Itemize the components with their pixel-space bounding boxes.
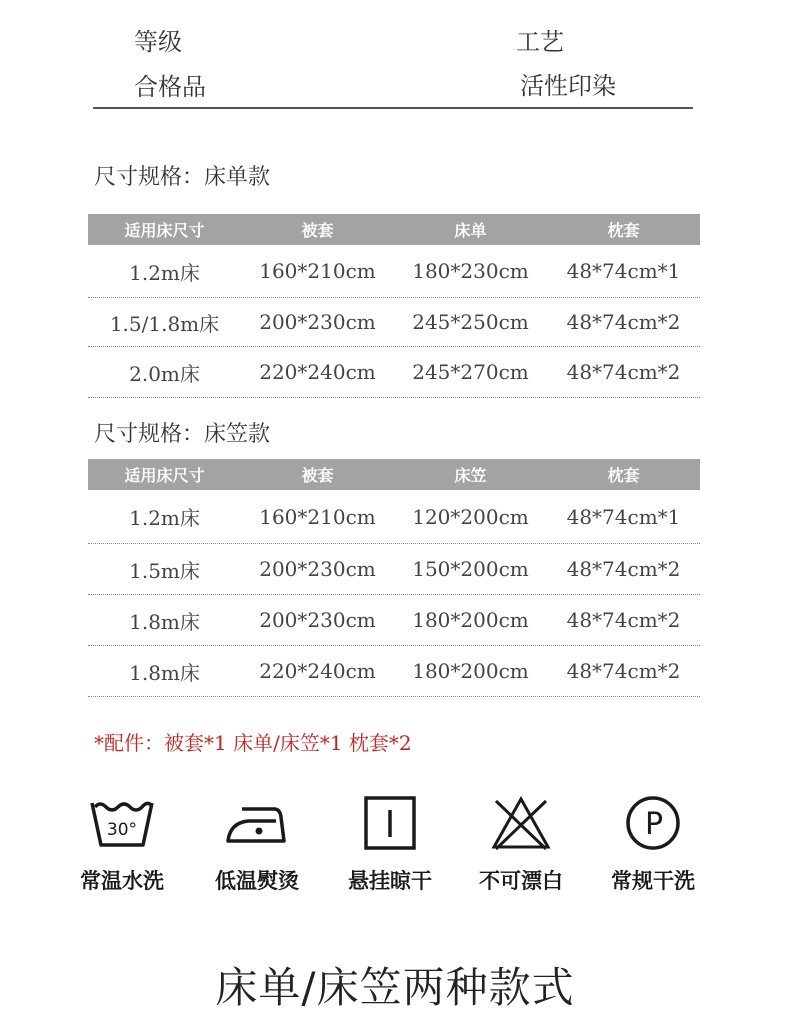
care-item-no-bleach: [461, 795, 581, 895]
care-item-wash: [62, 795, 182, 895]
header-sheet: 床单: [454, 221, 487, 240]
cell-bed-size: 1.8m床: [129, 660, 200, 685]
craft-value: 活性印染: [520, 72, 616, 100]
cell-pillowcase: 48*74cm*2: [566, 608, 681, 632]
table-header: [88, 459, 700, 490]
cell-fitted-sheet: 180*200cm: [412, 659, 529, 683]
accessories-note: *配件：被套*1 床单/床笠*1 枕套*2: [94, 731, 412, 755]
header-fitted-sheet: 床笠: [454, 466, 487, 485]
care-item-dry-clean: [593, 795, 713, 895]
cell-pillowcase: 48*74cm*1: [566, 504, 681, 529]
cell-duvet-cover: 160*210cm: [259, 504, 376, 529]
sheet-size-table: [88, 214, 700, 398]
no-bleach-icon: [488, 795, 554, 851]
table-row: [88, 595, 700, 646]
cell-duvet-cover: 200*230cm: [259, 557, 376, 581]
cell-sheet: 180*230cm: [412, 259, 529, 283]
table-row: [88, 490, 700, 544]
table-row: [88, 245, 700, 298]
header-pillowcase: 枕套: [607, 221, 640, 240]
info-divider: [93, 107, 693, 109]
cell-fitted-sheet: 150*200cm: [412, 557, 529, 581]
cell-duvet-cover: 220*240cm: [259, 659, 376, 683]
care-label-wash: 常温水洗: [80, 869, 164, 893]
header-bed-size: 适用床尺寸: [124, 221, 205, 240]
sheet-section-title: 尺寸规格：床单款: [94, 165, 271, 190]
cell-duvet-cover: 200*230cm: [259, 310, 376, 334]
cell-duvet-cover: 160*210cm: [259, 259, 376, 283]
cell-bed-size: 1.5m床: [129, 558, 200, 583]
iron-low-icon: [224, 795, 290, 851]
fitted-section-title: 尺寸规格：床笠款: [94, 422, 271, 447]
header-bed-size: 适用床尺寸: [124, 466, 205, 485]
cell-pillowcase: 48*74cm*2: [566, 360, 681, 384]
cell-bed-size: 2.0m床: [129, 361, 200, 386]
cell-pillowcase: 48*74cm*2: [566, 557, 681, 581]
care-label-iron: 低温熨烫: [215, 869, 299, 893]
header-duvet-cover: 被套: [301, 221, 334, 240]
cell-pillowcase: 48*74cm*1: [566, 259, 681, 283]
fitted-size-table: [88, 459, 700, 697]
table-row: [88, 544, 700, 595]
care-label-no-bleach: 不可漂白: [479, 869, 563, 893]
cell-fitted-sheet: 120*200cm: [412, 504, 529, 529]
wash-30-icon: [89, 795, 155, 851]
header-pillowcase: 枕套: [607, 466, 640, 485]
care-item-iron: [197, 795, 317, 895]
care-item-hang-dry: [330, 795, 450, 895]
cell-duvet-cover: 220*240cm: [259, 360, 376, 384]
grade-label: 等级: [134, 28, 182, 56]
dry-clean-p-icon: [620, 795, 686, 851]
table-row: [88, 347, 700, 398]
craft-label: 工艺: [516, 28, 564, 56]
header-duvet-cover: 被套: [301, 466, 334, 485]
cell-sheet: 245*250cm: [412, 310, 529, 334]
cell-fitted-sheet: 180*200cm: [412, 608, 529, 632]
care-label-dry-clean: 常规干洗: [611, 869, 695, 893]
cell-bed-size: 1.5/1.8m床: [109, 311, 220, 336]
table-row: [88, 298, 700, 347]
cell-bed-size: 1.2m床: [129, 506, 200, 530]
cell-pillowcase: 48*74cm*2: [566, 310, 681, 334]
cell-bed-size: 1.8m床: [129, 609, 200, 634]
wash-temp: 30°: [106, 820, 138, 840]
cell-pillowcase: 48*74cm*2: [566, 659, 681, 683]
cell-bed-size: 1.2m床: [129, 260, 200, 285]
cell-duvet-cover: 200*230cm: [259, 608, 376, 632]
table-row: [88, 646, 700, 697]
cell-sheet: 245*270cm: [412, 360, 529, 384]
grade-value: 合格品: [134, 73, 206, 101]
care-label-hang-dry: 悬挂晾干: [348, 869, 432, 893]
dry-clean-letter: P: [644, 807, 664, 842]
hang-dry-icon: [357, 795, 423, 851]
table-header: [88, 214, 700, 245]
footer-title: 床单/床笠两种款式: [215, 963, 575, 1012]
